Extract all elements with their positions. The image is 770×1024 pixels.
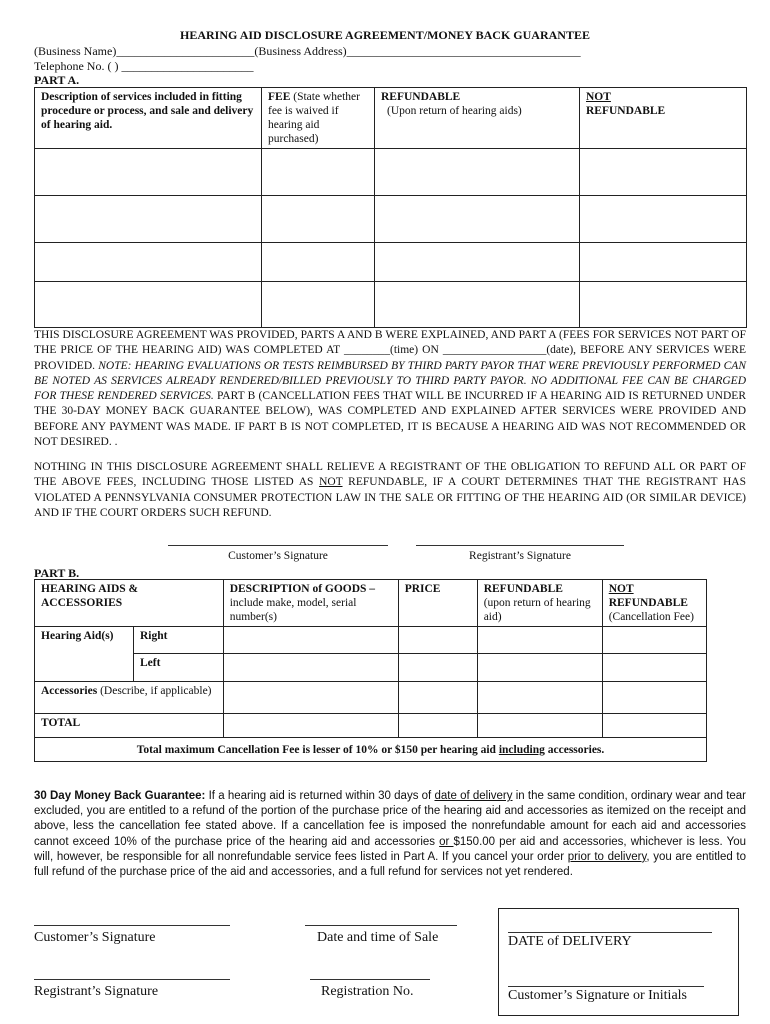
max-cancellation-fee: Total maximum Cancellation Fee is lesser of 10% or $150 per hearing aid including accessories. xyxy=(35,738,707,762)
part-a-table xyxy=(34,87,747,328)
registrant-signature-line[interactable] xyxy=(416,545,624,546)
part-a-col-not-refundable: NOT REFUNDABLE xyxy=(580,88,747,149)
left-cell: Left xyxy=(134,654,224,682)
form-title: HEARING AID DISCLOSURE AGREEMENT/MONEY BACK GUARANTEE xyxy=(180,28,590,42)
bottom-registrant-signature-line[interactable] xyxy=(34,979,230,980)
part-b-col-refundable: REFUNDABLE (upon return of hearing aid) xyxy=(477,580,602,627)
table-row[interactable] xyxy=(35,714,707,738)
part-b-col-description: DESCRIPTION of GOODS – include make, model, serial number(s) xyxy=(223,580,398,627)
part-b-label: PART B. xyxy=(34,566,80,580)
registration-no-label: Registration No. xyxy=(321,984,414,999)
right-cell: Right xyxy=(134,627,224,654)
disclosure-paragraph-1: THIS DISCLOSURE AGREEMENT WAS PROVIDED, PARTS A AND B WERE EXPLAINED, AND PART A (FEES FOR SERVICES NOT PART OF THE PRICE OF THE HEARING AID) WAS COMPLETED AT ________(time) ON __________________(date), BEFORE ANY SERVICES WERE PROVIDED. NOTE: HEARING EVALUATIONS OR TESTS REIMBURSED BY THIRD PARTY PAYOR THAT WERE PREVIOUSLY PERFORMED CAN BE NOTED AS SERVICES ALREADY RENDERED/BILLED PREVIOUSLY TO THIRD PARTY PAYOR. NO ADDITIONAL FEE CAN BE CHARGED FOR THESE RENDERED SERVICES. PART B (CANCELLATION FEES THAT WILL BE INCURRED IF A HEARING AID IS RETURNED UNDER THE 30-DAY MONEY BACK GUARANTEE BELOW), WAS COMPLETED AND EXPLAINED AFTER SERVICES WERE PROVIDED AND BEFORE ANY PAYMENT WAS MADE. IF PART B IS NOT COMPLETED, IT IS BECAUSE A HEARING AID WAS NOT RECOMMENDED OR NOT DESIRED. . xyxy=(34,329,747,449)
customer-signature-line[interactable] xyxy=(168,545,388,546)
customer-initials-label: Customer’s Signature or Initials xyxy=(508,988,687,1003)
customer-initials-line[interactable] xyxy=(508,986,704,987)
date-time-sale-label: Date and time of Sale xyxy=(317,930,439,945)
table-row[interactable] xyxy=(35,282,747,328)
customer-signature-label: Customer’s Signature xyxy=(228,550,328,562)
part-a-col-refundable: REFUNDABLE (Upon return of hearing aids) xyxy=(375,88,580,149)
accessories-cell: Accessories (Describe, if applicable) xyxy=(35,682,224,714)
part-a-col-description: Description of services included in fitting procedure or process, and sale and delivery of hearing aid. xyxy=(35,88,262,149)
part-b-col-price: PRICE xyxy=(398,580,477,627)
part-b-col-not-refundable: NOT REFUNDABLE (Cancellation Fee) xyxy=(602,580,706,627)
bottom-registrant-signature-label: Registrant’s Signature xyxy=(34,984,159,999)
table-row[interactable] xyxy=(35,196,747,243)
part-a-label: PART A. xyxy=(34,73,80,87)
table-row[interactable] xyxy=(35,627,707,654)
telephone-line[interactable]: Telephone No. ( ) ______________________ xyxy=(34,59,254,73)
part-b-table xyxy=(34,579,707,762)
money-back-guarantee: 30 Day Money Back Guarantee: If a hearing aid is returned within 30 days of date of delivery in the same condition, ordinary wear and tear excluded, you are entitled to a refund of the portion of the purchase price of the hearing aid and accessories as itemized on the receipt and above, less the cancellation fee stated above. If a cancellation fee is imposed the nonrefundable amount for each aid and accessories cannot exceed 10% of the purchase price of the hearing aid and accessories or $150.00 per aid and accessories, whichever is less. You will, however, be responsible for all nonrefundable service fees listed in Part A. If you cancel your order prior to delivery, you are entitled to full refund of the purchase price of the aid and accessories, and a full refund for services not yet rendered. xyxy=(34,790,747,879)
bottom-customer-signature-label: Customer’s Signature xyxy=(34,930,156,945)
part-a-col-fee: FEE (State whether fee is waived if hearing aid purchased) xyxy=(262,88,375,149)
table-row[interactable] xyxy=(35,682,707,714)
disclosure-paragraph-2: NOTHING IN THIS DISCLOSURE AGREEMENT SHALL RELIEVE A REGISTRANT OF THE OBLIGATION TO REFUND ALL OR PART OF THE ABOVE FEES, INCLUDING THOSE LISTED AS NOT REFUNDABLE, IF A COURT DETERMINES THAT THE REGISTRANT HAS VIOLATED A PENNSYLVANIA CONSUMER PROTECTION LAW IN THE SALE OR FITTING OF THE HEARING AID (OR SIMILAR DEVICE) AND IF THE COURT ORDERS SUCH REFUND. xyxy=(34,461,746,519)
table-row[interactable] xyxy=(35,149,747,196)
date-time-sale-line[interactable] xyxy=(305,925,457,926)
table-row[interactable] xyxy=(35,654,707,682)
date-delivery-label: DATE of DELIVERY xyxy=(508,934,632,949)
business-line[interactable]: (Business Name)_______________________(Business Address)_______________________________________ xyxy=(34,44,581,58)
hearing-aids-cell: Hearing Aid(s) xyxy=(35,627,134,682)
total-cell: TOTAL xyxy=(35,714,224,738)
registration-no-line[interactable] xyxy=(310,979,430,980)
table-row[interactable] xyxy=(35,243,747,282)
part-b-col-items: HEARING AIDS & ACCESSORIES xyxy=(35,580,224,627)
bottom-customer-signature-line[interactable] xyxy=(34,925,230,926)
registrant-signature-label: Registrant’s Signature xyxy=(469,550,571,562)
date-delivery-line[interactable] xyxy=(508,932,712,933)
